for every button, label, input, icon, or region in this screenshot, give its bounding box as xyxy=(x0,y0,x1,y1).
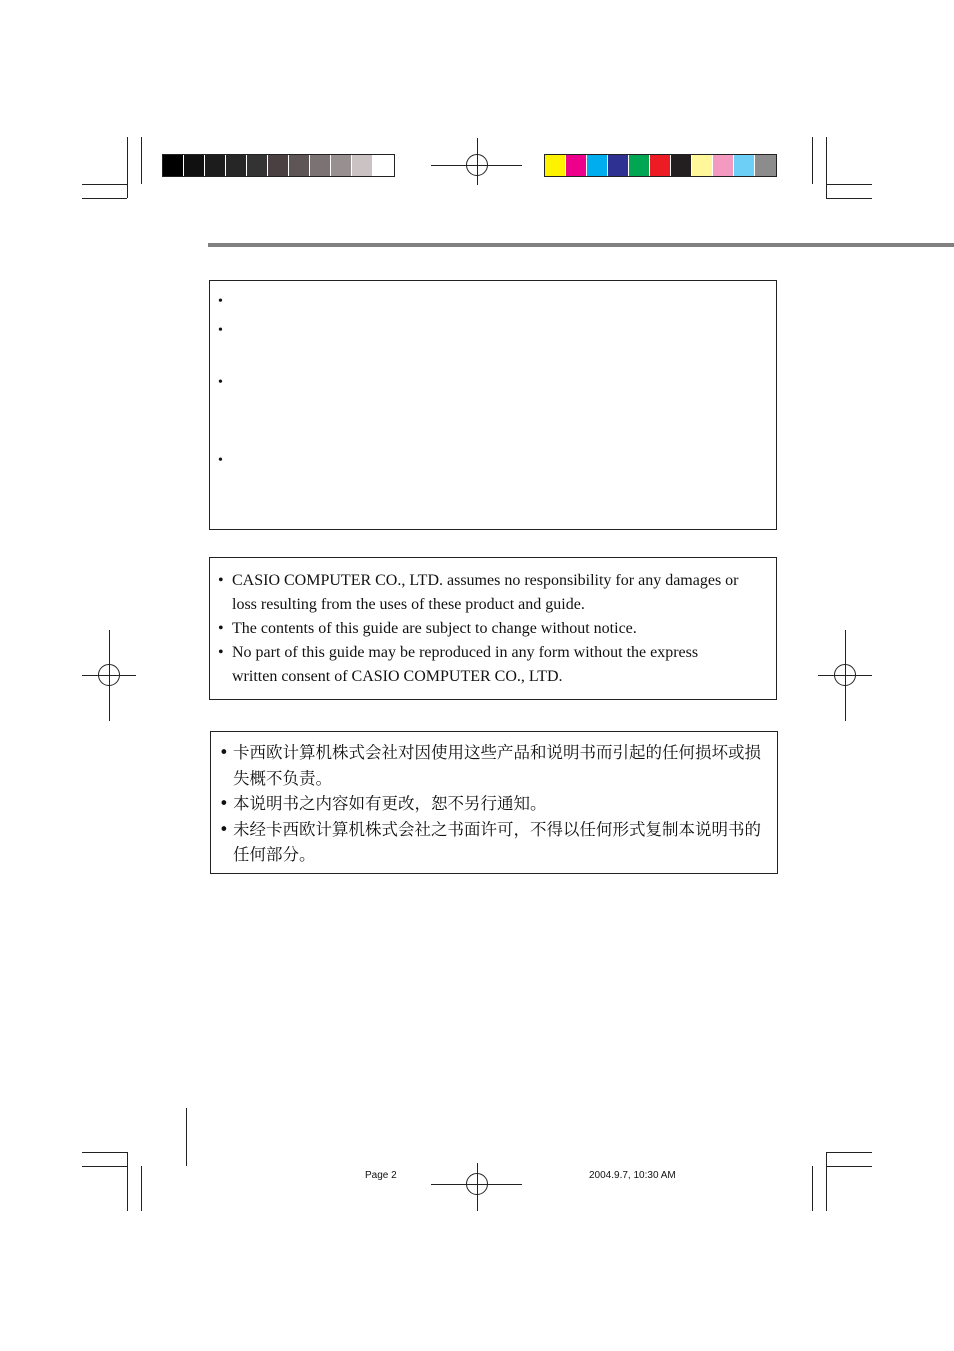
notice-line: loss resulting from the uses of these product and guide. xyxy=(232,596,585,613)
crop-mark-top-right-v2 xyxy=(826,137,827,198)
list-item xyxy=(218,641,768,689)
crop-mark-bottom-left-h2 xyxy=(82,1166,127,1167)
notice-line: 失概不负责。 xyxy=(233,768,332,788)
gray-swatch-8 xyxy=(310,155,331,176)
crop-mark-bottom-left-h xyxy=(82,1152,127,1153)
bullet-1: • xyxy=(218,294,223,309)
crop-mark-top-right-h2 xyxy=(826,198,872,199)
gray-swatch-6 xyxy=(268,155,289,176)
crop-mark-bottom-left-v2 xyxy=(141,1166,142,1211)
list-item xyxy=(219,791,769,817)
gray-swatch-1 xyxy=(163,155,184,176)
color-swatch-2 xyxy=(566,155,587,176)
bullet-3: • xyxy=(218,375,223,390)
notice-line: • CASIO COMPUTER CO., LTD. assumes no responsibility for any damages or xyxy=(232,572,739,589)
gray-swatch-3 xyxy=(205,155,226,176)
gray-swatch-9 xyxy=(331,155,352,176)
crop-mark-bottom-right-h2 xyxy=(826,1166,872,1167)
color-swatch-3 xyxy=(587,155,608,176)
notice-box-chinese xyxy=(210,731,778,874)
registration-mark-top-circle xyxy=(466,154,488,176)
crop-mark-bottom-right-v2 xyxy=(826,1152,827,1211)
notice-line: • 卡西欧计算机株式会社对因使用这些产品和说明书而引起的任何损坏或损 xyxy=(233,743,761,762)
footer-page-number: Page 2 xyxy=(365,1170,397,1181)
crop-mark-top-left-h xyxy=(82,184,127,185)
gray-swatch-10 xyxy=(352,155,373,176)
list-item xyxy=(218,617,768,641)
registration-mark-bottom-circle xyxy=(466,1173,488,1195)
color-swatch-1 xyxy=(545,155,566,176)
list-item xyxy=(219,817,769,868)
crop-mark-top-left-h2 xyxy=(82,198,127,199)
gray-swatch-4 xyxy=(226,155,247,176)
bullet-2: • xyxy=(218,323,223,338)
color-swatch-11 xyxy=(755,155,776,176)
margin-rule xyxy=(186,1108,187,1166)
notice-line: written consent of CASIO COMPUTER CO., LTD. xyxy=(232,668,563,685)
gray-swatch-11 xyxy=(373,155,394,176)
notice-line: • The contents of this guide are subject to change without notice. xyxy=(232,620,637,637)
header-rule xyxy=(208,243,954,247)
color-swatches xyxy=(544,154,777,177)
bullet-4: • xyxy=(218,453,223,468)
list-item xyxy=(218,569,768,617)
color-swatch-9 xyxy=(713,155,734,176)
gray-swatch-7 xyxy=(289,155,310,176)
crop-mark-top-left-v2 xyxy=(141,137,142,184)
color-swatch-4 xyxy=(608,155,629,176)
crop-mark-top-right-h xyxy=(826,184,872,185)
notice-box-english xyxy=(209,557,777,700)
notice-line: • 本说明书之内容如有更改，恕不另行通知。 xyxy=(233,794,547,813)
color-swatch-7 xyxy=(671,155,692,176)
color-swatch-10 xyxy=(734,155,755,176)
registration-mark-left-circle xyxy=(98,664,120,686)
english-notice-list xyxy=(218,569,768,689)
footer-timestamp: 2004.9.7, 10:30 AM xyxy=(589,1170,676,1181)
crop-mark-bottom-right-h xyxy=(826,1152,872,1153)
crop-mark-bottom-left-v xyxy=(127,1152,128,1211)
crop-mark-bottom-right-v xyxy=(812,1166,813,1211)
crop-mark-top-right-v xyxy=(812,137,813,184)
notice-box-1 xyxy=(209,280,777,530)
gray-swatch-2 xyxy=(184,155,205,176)
chinese-notice-list xyxy=(219,740,769,868)
color-swatch-5 xyxy=(629,155,650,176)
list-item xyxy=(219,740,769,791)
gray-swatch-5 xyxy=(247,155,268,176)
notice-line: • No part of this guide may be reproduced in any form without the express xyxy=(232,644,699,661)
color-swatch-6 xyxy=(650,155,671,176)
crop-mark-top-left-v xyxy=(127,137,128,198)
color-swatch-8 xyxy=(692,155,713,176)
notice-line: • 未经卡西欧计算机株式会社之书面许可，不得以任何形式复制本说明书的 xyxy=(233,819,761,839)
registration-mark-right-circle xyxy=(834,664,856,686)
notice-line: 任何部分。 xyxy=(233,845,316,864)
gray-scale-swatches xyxy=(162,154,395,177)
